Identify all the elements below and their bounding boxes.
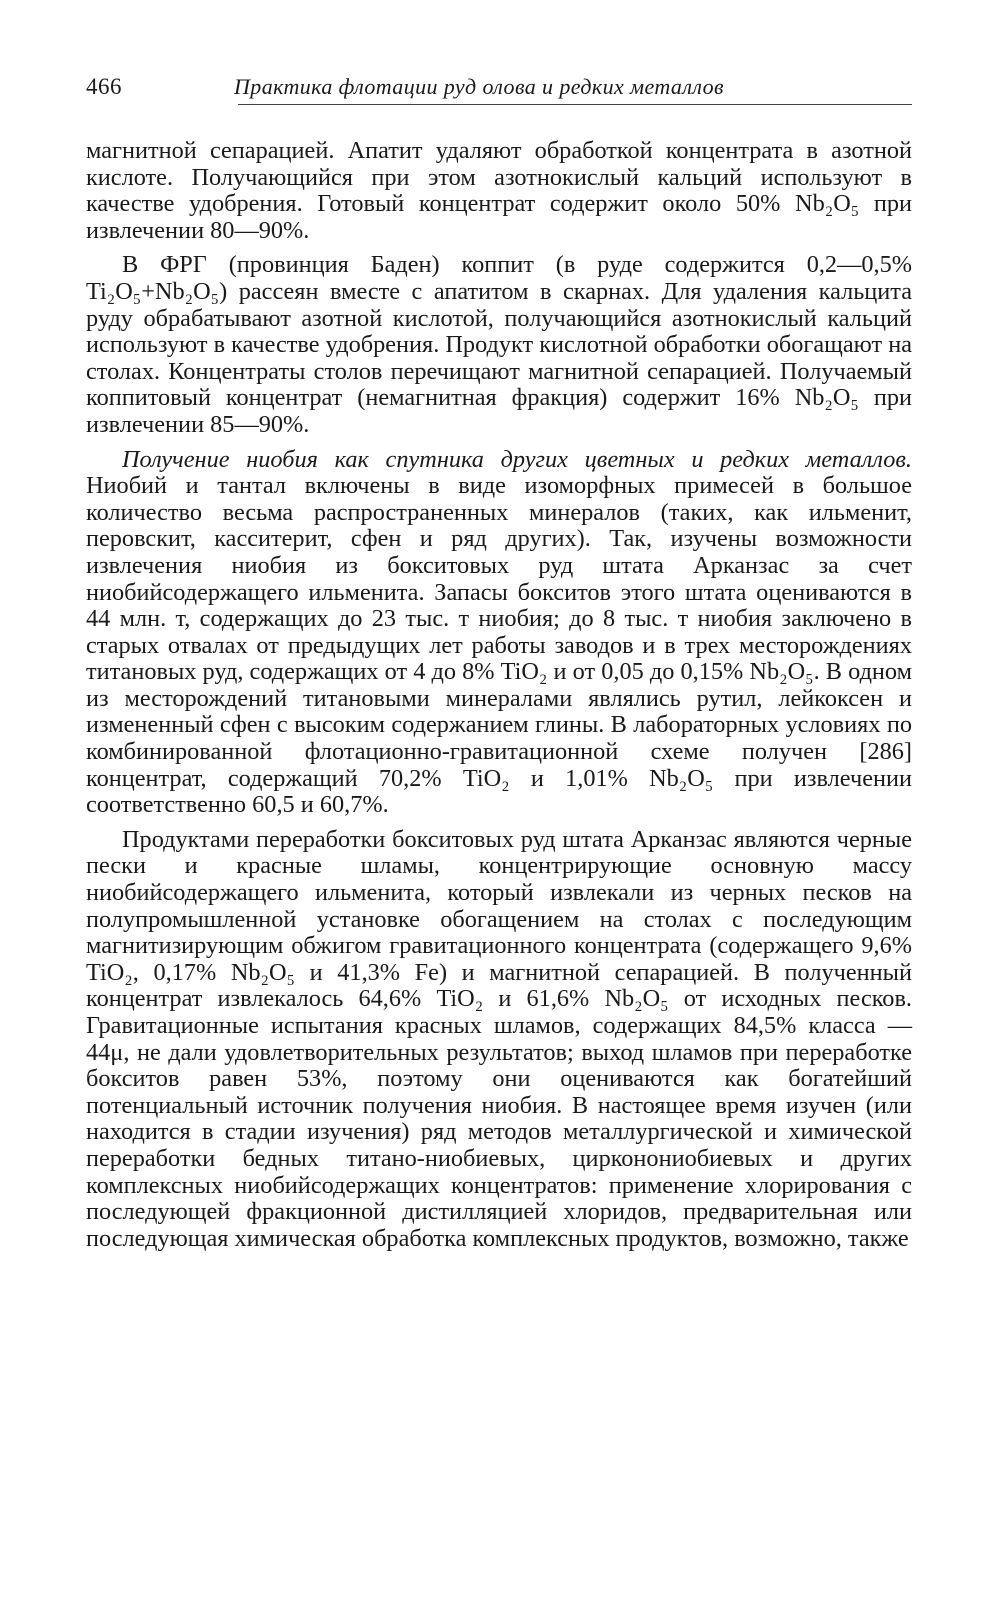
paragraph-continuation: магнитной сепарацией. Апатит удаляют обработкой концентрата в азотной кислоте. Получающийся при этом азотнокислый кальций используют в качестве удобрения. Готовый концентрат содержит около 50% Nb₂O₅ при извлечении 80—90%. xyxy=(86,137,912,244)
header-rule xyxy=(238,104,912,105)
paragraph-frg-koppite: В ФРГ (провинция Баден) коппит (в руде содержится 0,2—0,5% Ti₂O₅+Nb₂O₅) рассеян вместе с апатитом в скарнах. Для удаления кальцита руду обрабатывают азотной кислотой, получающийся азотнокислый кальций используют в качестве удобрения. Продукт кислотной обработки обогащают на столах. Концентраты столов перечищают магнитной сепарацией. Получаемый коппитовый концентрат (немагнитная фракция) содержит 16% Nb₂O₅ при извлечении 85—90%. xyxy=(86,251,912,438)
running-head xyxy=(86,74,912,108)
body-text xyxy=(86,138,912,1252)
paragraph-text: Ниобий и тантал включены в виде изоморфных примесей в большое количество весьма распространенных минералов (таких, как ильменит, перовскит, касситерит, сфен и ряд других). Так, изучены возможности извлечения ниобия из бокситовых руд штата Арканзас за счет ниобийсодержащего ильменита. Запасы бокситов этого штата оцениваются в 44 млн. т, содержащих до 23 тыс. т ниобия; до 8 тыс. т ниобия заключено в старых отвалах от предыдущих лет работы заводов и в трех месторождениях титановых руд, содержащих от 4 до 8% TiO₂ и от 0,05 до 0,15% Nb₂O₅. В одном из месторождений титановыми минералами являлись рутил, лейкоксен и измененный сфен с высоким содержанием глины. В лабораторных условиях по комбинированной флотационно-гравитационной схеме получен [286] концентрат, содержащий 70,2% TiO₂ и 1,01% Nb₂O₅ при извлечении соответственно 60,5 и 60,7%. xyxy=(86,472,912,819)
page-number: 466 xyxy=(86,74,122,99)
paragraph-niobium-byproduct xyxy=(86,447,912,819)
running-title: Практика флотации руд олова и редких металлов xyxy=(234,74,724,99)
paragraph-italic-heading: Получение ниобия как спутника других цветных и редких металлов. xyxy=(122,445,912,473)
paragraph-arkansas-bauxite: Продуктами переработки бокситовых руд штата Арканзас являются черные пески и красные шламы, концентрирующие основную массу ниобийсодержащего ильменита, который извлекали из черных песков на полупромышленной установке обогащением на столах с последующим магнитизирующим обжигом гравитационного концентрата (содержащего 9,6% TiO₂, 0,17% Nb₂O₅ и 41,3% Fe) и магнитной сепарацией. В полученный концентрат извлекалось 64,6% TiO₂ и 61,6% Nb₂O₅ от исходных песков. Гравитационные испытания красных шламов, содержащих 84,5% класса —44μ, не дали удовлетворительных результатов; выход шламов при переработке бокситов равен 53%, поэтому они оцениваются как богатейший потенциальный источник получения ниобия. В настоящее время изучен (или находится в стадии изучения) ряд методов металлургической и химической переработки бедных титано-ниобиевых, цирконониобиевых и других комплексных ниобийсодержащих концентратов: применение хлорирования с последующей фракционной дистилляцией хлоридов, предварительная или последующая химическая обработка комплексных продуктов, возможно, также xyxy=(86,825,912,1252)
